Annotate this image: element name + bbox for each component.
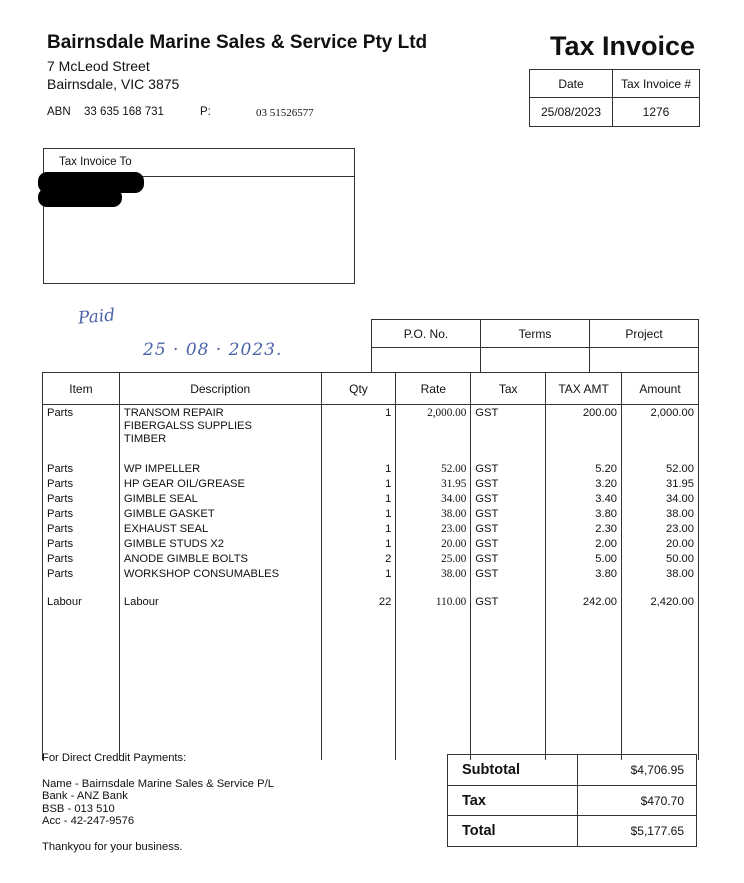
terms-value: [481, 348, 590, 373]
phone-label: P:: [200, 106, 211, 118]
rate-cell: 23.00: [441, 523, 467, 535]
tax-column: [471, 405, 546, 760]
totals-table: [447, 754, 697, 847]
rate-cell: 38.00: [441, 568, 467, 580]
po-header: P.O. No.: [372, 320, 481, 348]
invoice-meta-table: [529, 69, 700, 127]
amount-cell: 23.00: [666, 523, 694, 535]
tax-cell: GST: [475, 478, 499, 490]
description-cell: EXHAUST SEAL: [123, 523, 209, 535]
tax-cell: GST: [475, 463, 499, 475]
rate-cell: 52.00: [441, 463, 467, 475]
amount-cell: 38.00: [666, 508, 694, 520]
line-items-body: [43, 405, 699, 760]
qty-cell: 2: [385, 553, 392, 565]
qty-cell: 1: [385, 568, 392, 580]
col-header-amount: Amount: [622, 373, 699, 405]
tax-cell: GST: [475, 523, 499, 535]
col-header-rate: Rate: [396, 373, 471, 405]
payment-bank: Bank - ANZ Bank: [42, 790, 128, 802]
tax-cell: GST: [475, 596, 499, 608]
qty-column: [321, 405, 396, 760]
description-cell: Labour: [123, 596, 159, 608]
item-cell: Parts: [47, 523, 74, 535]
item-cell: Parts: [47, 493, 74, 505]
abn-value: 33 635 168 731: [84, 106, 164, 118]
date-label: Date: [530, 70, 613, 98]
rate-cell: 31.95: [441, 478, 467, 490]
rate-column: [396, 405, 471, 760]
project-header: Project: [590, 320, 699, 348]
tax-amt-cell: 2.00: [595, 538, 618, 550]
item-cell: Parts: [47, 508, 74, 520]
tax-amt-cell: 2.30: [595, 523, 618, 535]
po-value: [372, 348, 481, 373]
item-cell: Parts: [47, 463, 74, 475]
company-street: 7 McLeod Street: [47, 58, 150, 74]
qty-cell: 1: [385, 493, 392, 505]
tax-amt-cell: 5.00: [595, 553, 618, 565]
amount-cell: 38.00: [666, 568, 694, 580]
amount-cell: 2,000.00: [650, 407, 694, 419]
payment-bsb: BSB - 013 510: [42, 803, 115, 815]
tax-amt-column: [546, 405, 622, 760]
tax-cell: GST: [475, 538, 499, 550]
amount-cell: 2,420.00: [650, 596, 694, 608]
col-header-tax-amt: TAX AMT: [546, 373, 622, 405]
col-header-item: Item: [43, 373, 120, 405]
tax-cell: GST: [475, 493, 499, 505]
amount-cell: 34.00: [666, 493, 694, 505]
tax-amt-cell: 242.00: [582, 596, 618, 608]
invoice-number-label: Tax Invoice #: [613, 70, 700, 98]
item-cell: Parts: [47, 568, 74, 580]
tax-label: Tax: [448, 786, 578, 816]
redaction-block: [38, 188, 122, 207]
tax-cell: GST: [475, 508, 499, 520]
description-cell: WORKSHOP CONSUMABLES: [123, 568, 280, 580]
qty-cell: 22: [378, 596, 392, 608]
qty-cell: 1: [385, 463, 392, 475]
invoice-date: 25/08/2023: [530, 98, 613, 127]
payment-account: Acc - 42-247-9576: [42, 815, 135, 827]
bill-to-label: Tax Invoice To: [44, 149, 354, 177]
rate-cell: 2,000.00: [427, 407, 467, 419]
subtotal-label: Subtotal: [448, 755, 578, 786]
total-value: $5,177.65: [578, 816, 697, 847]
tax-amt-cell: 3.80: [595, 508, 618, 520]
tax-amt-cell: 3.40: [595, 493, 618, 505]
amount-cell: 20.00: [666, 538, 694, 550]
item-cell: Parts: [47, 478, 74, 490]
tax-value: $470.70: [578, 786, 697, 816]
rate-cell: 34.00: [441, 493, 467, 505]
phone-value: 03 51526577: [256, 107, 314, 119]
company-name: Bairnsdale Marine Sales & Service Pty Ltd: [47, 32, 428, 53]
col-header-qty: Qty: [321, 373, 396, 405]
tax-amt-cell: 3.20: [595, 478, 618, 490]
amount-cell: 52.00: [666, 463, 694, 475]
qty-cell: 1: [385, 478, 392, 490]
rate-cell: 38.00: [441, 508, 467, 520]
project-value: [590, 348, 699, 373]
amount-column: [622, 405, 699, 760]
tax-cell: GST: [475, 568, 499, 580]
line-items-table: [42, 372, 699, 760]
total-label: Total: [448, 816, 578, 847]
description-cell: TRANSOM REPAIR FIBERGALSS SUPPLIES TIMBER: [123, 407, 252, 445]
rate-cell: 25.00: [441, 553, 467, 565]
abn-label: ABN: [47, 106, 71, 118]
qty-cell: 1: [385, 538, 392, 550]
tax-amt-cell: 5.20: [595, 463, 618, 475]
tax-amt-cell: 200.00: [582, 407, 618, 419]
amount-cell: 50.00: [666, 553, 694, 565]
bill-to-box: [43, 148, 355, 284]
tax-cell: GST: [475, 553, 499, 565]
description-cell: HP GEAR OIL/GREASE: [123, 478, 245, 490]
rate-cell: 20.00: [441, 538, 467, 550]
company-city: Bairnsdale, VIC 3875: [47, 76, 180, 92]
qty-cell: 1: [385, 508, 392, 520]
payment-heading: For Direct Creddit Payments:: [42, 752, 187, 764]
rate-cell: 110.00: [435, 596, 467, 608]
col-header-tax: Tax: [471, 373, 546, 405]
qty-cell: 1: [385, 523, 392, 535]
description-cell: GIMBLE STUDS X2: [123, 538, 224, 550]
description-column: [119, 405, 321, 760]
payment-name: Name - Bairnsdale Marine Sales & Service P/L: [42, 778, 274, 790]
invoice-number: 1276: [613, 98, 700, 127]
subtotal-value: $4,706.95: [578, 755, 697, 786]
handwritten-date: 25 · 08 · 2023.: [143, 340, 283, 360]
description-cell: WP IMPELLER: [123, 463, 201, 475]
description-cell: GIMBLE GASKET: [123, 508, 215, 520]
tax-amt-cell: 3.80: [595, 568, 618, 580]
order-info-table: [371, 319, 699, 373]
thanks-text: Thankyou for your business.: [42, 841, 183, 853]
description-cell: GIMBLE SEAL: [123, 493, 198, 505]
col-header-description: Description: [119, 373, 321, 405]
qty-cell: 1: [385, 407, 392, 419]
item-column: [43, 405, 120, 760]
item-cell: Parts: [47, 538, 74, 550]
handwritten-paid: Paid: [77, 305, 116, 329]
amount-cell: 31.95: [666, 478, 694, 490]
item-cell: Labour: [47, 596, 82, 608]
document-title: Tax Invoice: [550, 31, 696, 61]
terms-header: Terms: [481, 320, 590, 348]
item-cell: Parts: [47, 553, 74, 565]
description-cell: ANODE GIMBLE BOLTS: [123, 553, 249, 565]
tax-cell: GST: [475, 407, 499, 419]
item-cell: Parts: [47, 407, 74, 419]
